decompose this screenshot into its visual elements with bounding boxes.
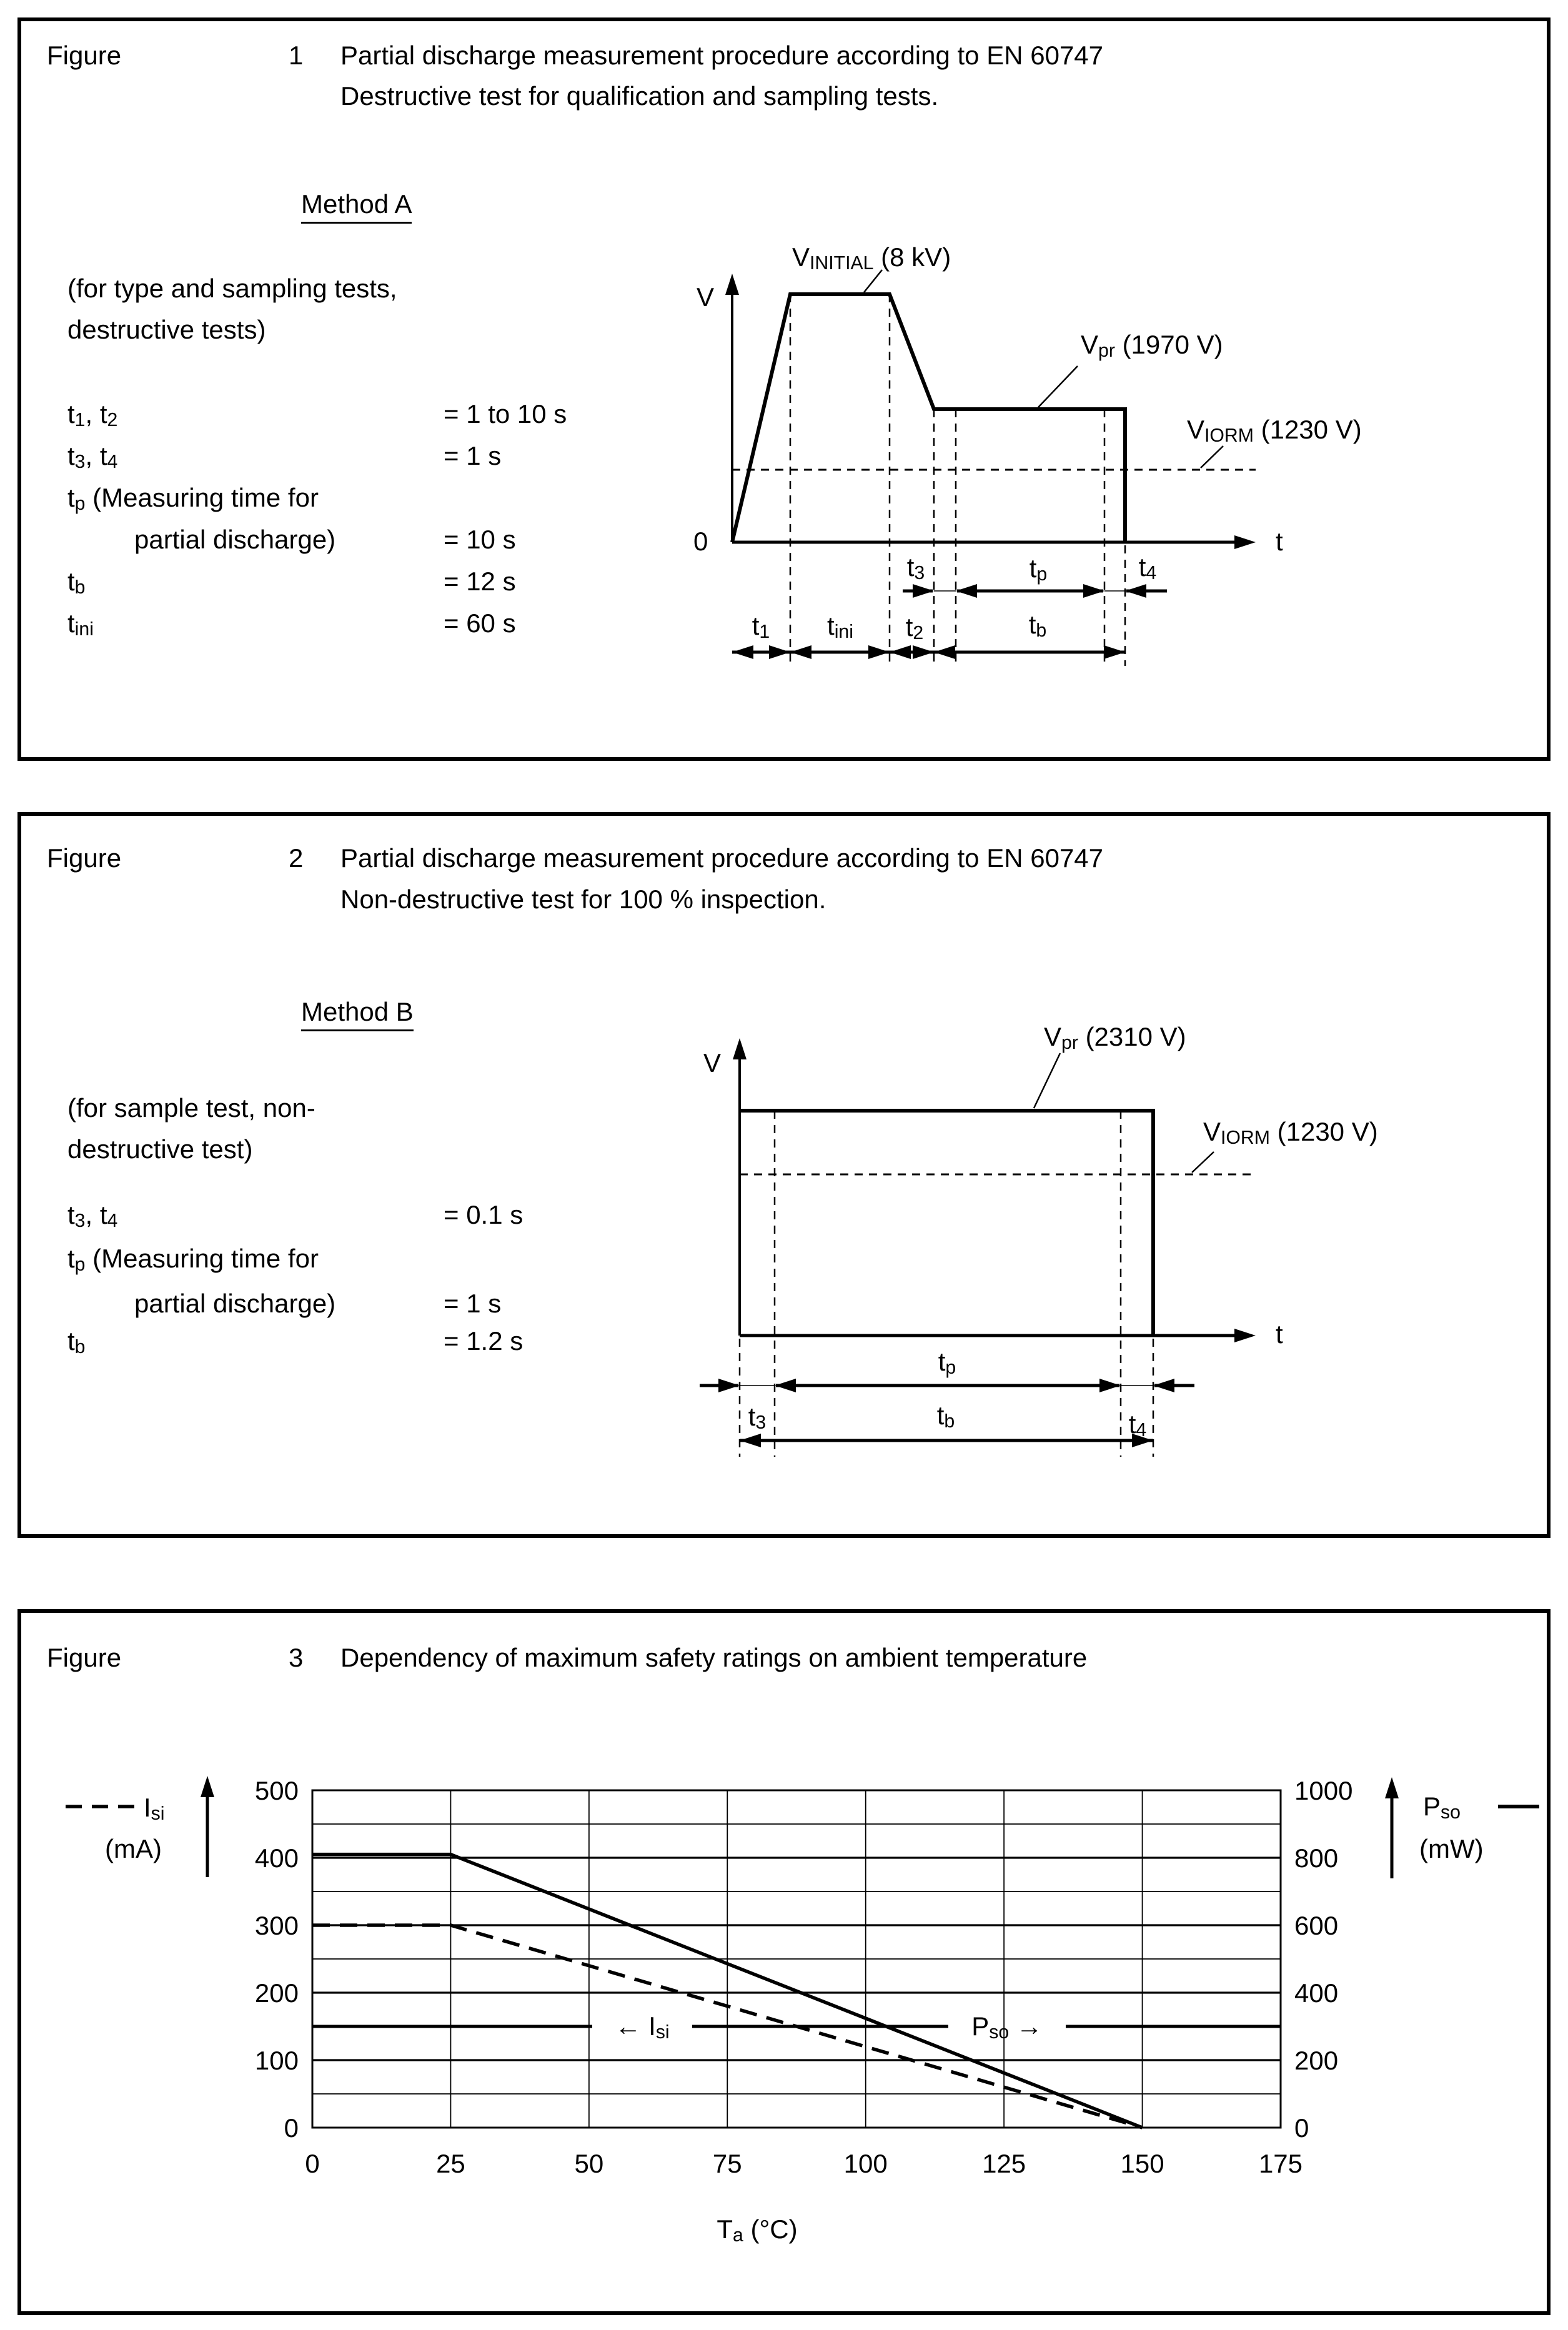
fig2-title-line1: Partial discharge measurement procedure according to EN 60747: [340, 843, 1104, 873]
fig1-title-line2: Destructive test for qualification and sampling tests.: [340, 81, 939, 111]
x-axis-tick-label: 100: [843, 2149, 888, 2178]
fig1-dim-tini: $t_{ini}$: [827, 611, 853, 643]
fig2-condition-line2: destructive test): [67, 1134, 253, 1164]
left-axis-tick-label: 200: [254, 1978, 299, 2008]
right-axis-tick-label: 0: [1294, 2113, 1309, 2143]
fig2-viorm-label: $V_{IORM}$ (1230 V): [1203, 1117, 1378, 1149]
right-axis-tick-label: 200: [1294, 2046, 1339, 2075]
left-axis-tick-label: 100: [254, 2046, 299, 2075]
fig1-condition-line2: destructive tests): [67, 315, 266, 344]
right-axis-tick-label: 800: [1294, 1843, 1339, 1873]
fig2-vpr-label: $V_{pr}$ (2310 V): [1044, 1022, 1186, 1054]
fig1-viorm-label: $V_{IORM}$ (1230 V): [1187, 415, 1362, 447]
fig1-figure-label: Figure: [47, 41, 122, 70]
figure2-frame: [17, 812, 1551, 1538]
fig3-annotation-isi: ← $I_{si}$: [615, 2011, 670, 2043]
fig2-param-label-tp: $t_p$ (Measuring time for: [67, 1244, 319, 1276]
figure3-frame: [17, 1609, 1551, 2315]
fig1-vinitial-label: $V_{INITIAL}$ (8 kV): [792, 242, 951, 274]
fig3-figure-number: 3: [289, 1643, 304, 1672]
fig1-origin-label: 0: [693, 527, 708, 556]
left-axis-tick-label: 500: [254, 1776, 299, 1805]
fig1-param-label-tini: $t_{ini}$: [67, 608, 94, 640]
fig2-param-value-tp: = 1 s: [444, 1289, 502, 1318]
fig2-dim-t4: $t_4$: [1128, 1409, 1147, 1441]
fig2-method-heading: Method B: [301, 997, 414, 1031]
fig1-dim-t4: $t_4$: [1138, 552, 1157, 584]
fig2-param-label-partial-discharge: partial discharge): [134, 1289, 336, 1318]
fig2-param-value-tb: = 1.2 s: [444, 1326, 523, 1356]
fig3-left-legend-symbol: $I_{si}$: [144, 1793, 165, 1825]
x-axis-tick-label: 150: [1120, 2149, 1164, 2178]
fig1-param-label-t1t2: $t_1$, $t_2$: [67, 399, 118, 431]
fig3-right-legend-symbol: $P_{so}$: [1423, 1792, 1461, 1823]
fig1-dim-tp: $t_p$: [1029, 553, 1048, 585]
right-axis-tick-label: 600: [1294, 1911, 1339, 1940]
fig2-dim-t3: $t_3$: [748, 1402, 767, 1434]
fig1-param-label-t3t4: $t_3$, $t_4$: [67, 441, 118, 473]
fig1-v-axis-label: V: [697, 282, 715, 312]
right-axis-tick-label: 1000: [1294, 1776, 1353, 1805]
fig2-dim-tp: $t_p$: [938, 1347, 956, 1379]
fig2-v-axis-label: V: [703, 1048, 722, 1078]
fig1-param-value-t1t2: = 1 to 10 s: [444, 399, 567, 429]
fig1-param-value-tini: = 60 s: [444, 608, 516, 638]
fig1-condition-line1: (for type and sampling tests,: [67, 274, 397, 303]
fig1-param-label-tp: $t_p$ (Measuring time for: [67, 483, 319, 515]
fig2-param-value-t3t4: = 0.1 s: [444, 1200, 523, 1229]
fig2-condition-line1: (for sample test, non-: [67, 1093, 315, 1123]
fig1-vpr-label: $V_{pr}$ (1970 V): [1081, 330, 1223, 362]
left-axis-tick-label: 0: [284, 2113, 299, 2143]
x-axis-tick-label: 125: [982, 2149, 1026, 2178]
fig1-param-value-tb: = 12 s: [444, 567, 516, 596]
fig2-dim-tb: $t_b$: [936, 1400, 955, 1432]
left-axis-tick-label: 400: [254, 1843, 299, 1873]
fig2-figure-label: Figure: [47, 843, 122, 873]
right-axis-tick-label: 400: [1294, 1978, 1339, 2008]
left-axis-tick-label: 300: [254, 1911, 299, 1940]
x-axis-tick-label: 25: [436, 2149, 465, 2178]
fig1-method-heading: Method A: [301, 189, 412, 224]
fig1-dim-t1: $t_1$: [752, 611, 770, 643]
fig1-param-label-partial-discharge: partial discharge): [134, 525, 336, 554]
fig1-figure-number: 1: [289, 41, 304, 70]
fig2-param-label-t3t4: $t_3$, $t_4$: [67, 1200, 118, 1232]
fig3-x-axis-label: $T_a$ (°C): [717, 2214, 798, 2246]
fig3-title: Dependency of maximum safety ratings on ambient temperature: [340, 1643, 1088, 1672]
fig1-param-value-t3t4: = 1 s: [444, 441, 502, 470]
x-axis-tick-label: 0: [305, 2149, 320, 2178]
fig2-t-axis-label: t: [1276, 1319, 1283, 1349]
x-axis-tick-label: 50: [574, 2149, 604, 2178]
fig2-param-label-tb: $t_b$: [67, 1326, 86, 1358]
fig3-right-legend-unit: (mW): [1419, 1834, 1484, 1863]
fig1-t-axis-label: t: [1276, 527, 1283, 556]
fig1-param-label-tb: $t_b$: [67, 567, 86, 598]
x-axis-tick-label: 175: [1258, 2149, 1303, 2178]
fig1-dim-t2: $t_2$: [905, 612, 924, 644]
figure1-frame: [17, 17, 1551, 761]
x-axis-tick-label: 75: [712, 2149, 742, 2178]
fig1-dim-t3: $t_3$: [906, 552, 925, 584]
fig3-annotation-pso: $P_{so}$ →: [971, 2011, 1043, 2043]
fig1-title-line1: Partial discharge measurement procedure according to EN 60747: [340, 41, 1104, 70]
fig3-left-legend-unit: (mA): [105, 1834, 162, 1863]
fig1-param-value-tp: = 10 s: [444, 525, 516, 554]
fig2-title-line2: Non-destructive test for 100 % inspection.: [340, 885, 826, 914]
fig3-figure-label: Figure: [47, 1643, 122, 1672]
fig1-dim-tb: $t_b$: [1028, 610, 1047, 642]
fig2-figure-number: 2: [289, 843, 304, 873]
